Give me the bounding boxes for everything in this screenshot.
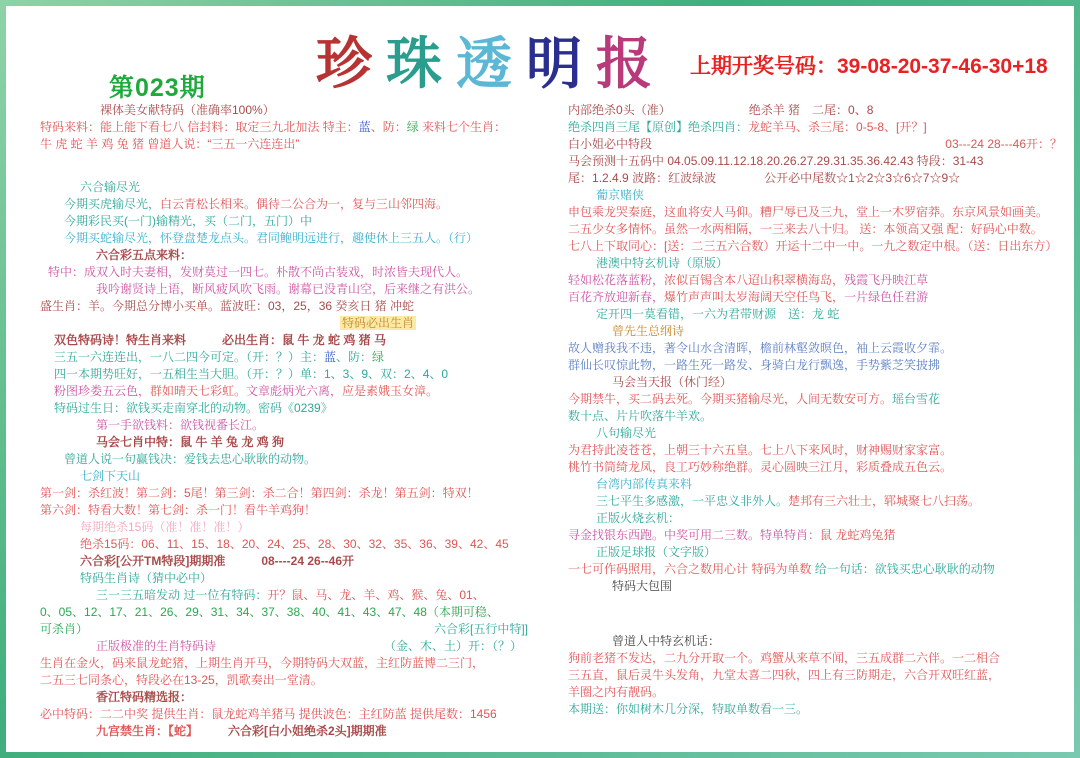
issue-number: 第023期 bbox=[109, 74, 206, 102]
text-line bbox=[568, 136, 1074, 153]
text-segment: 六合彩[五行中特]] bbox=[434, 622, 541, 636]
text-segment: 浓似百锡含本八迢山积翠横海岛， bbox=[664, 273, 845, 287]
text-line bbox=[40, 315, 540, 332]
text-line bbox=[40, 400, 540, 417]
text-line bbox=[40, 536, 540, 553]
text-segment: 本期送：你如树木几分深，特取单数看一三。 bbox=[568, 702, 809, 716]
text-line bbox=[568, 187, 1074, 204]
text-segment: 第六剑：特看大数！第七剑：杀一门！看牛羊鸡狗！ bbox=[40, 503, 317, 517]
text-segment: 绿 bbox=[372, 350, 385, 364]
text-segment: 裸体美女献特码（准确率100%） bbox=[100, 103, 275, 117]
text-segment: 蓝 bbox=[324, 350, 337, 364]
text-line bbox=[568, 510, 1074, 527]
text-line bbox=[40, 655, 540, 672]
report-body bbox=[6, 102, 1074, 752]
text-segment: 六合彩五点来料： bbox=[96, 248, 193, 262]
text-segment: 寻金找银东西跑。中奖可用二三数。特单特肖： bbox=[568, 528, 821, 542]
text-segment: 狗前老猪不发达，二九分开取一个。 bbox=[568, 651, 761, 665]
text-line bbox=[568, 493, 1074, 510]
text-segment: 台湾内部传真来料 bbox=[596, 477, 693, 491]
text-segment: 六合彩[白小姐绝杀2头]期期准 bbox=[192, 724, 387, 738]
text-segment: 群如晴天七彩虹。 bbox=[150, 384, 247, 398]
last-draw-numbers bbox=[690, 50, 1048, 80]
report-title bbox=[316, 20, 666, 100]
text-segment: 白小姐必中特段 bbox=[568, 137, 653, 151]
text-segment: 爆竹声声叫太岁海阔天空任鸟飞， bbox=[664, 290, 845, 304]
text-line bbox=[568, 476, 1074, 493]
text-segment: 第一剑：杀红波！第二剑：5尾！第三剑：杀二合！第四剑：杀龙！第五剑：特双！ bbox=[40, 486, 479, 500]
text-line bbox=[40, 451, 540, 468]
text-segment: 鸡蟹从来草不闻，三五成群二六伴。一二相合 bbox=[760, 651, 1001, 665]
text-segment: 特码必出生肖 bbox=[342, 316, 415, 330]
text-segment: 尾：1.2.4.9 波路：红波绿波 bbox=[568, 171, 717, 185]
text-line bbox=[568, 323, 1074, 340]
text-segment: 一片绿色任君游 bbox=[844, 290, 929, 304]
text-segment: 申包乘龙哭秦庭，这血将安人马仰。糟尸辱已及三九，堂上一木罗宿莽。东京风景如画美。 bbox=[568, 205, 1049, 219]
title-character: 珠 bbox=[386, 34, 456, 96]
text-segment: 三一三五暗发动 过一位有特码： bbox=[96, 588, 268, 602]
text-segment: 瑶台雪花 bbox=[892, 392, 941, 406]
text-line bbox=[568, 561, 1074, 578]
text-segment: 白云青松长相来。偶待二公合为一，复与三山邻四海。 bbox=[160, 197, 449, 211]
text-segment: 为君持此凌苍苍，上朝三十六五皇。七上八下来风时，财神赐财家家富。 bbox=[568, 443, 953, 457]
text-segment: 正版极准的生肖特码诗 bbox=[96, 639, 217, 653]
text-segment: 绝杀四肖三尾【原创】绝杀四肖： bbox=[568, 120, 749, 134]
text-segment: 曾先生总纲诗 bbox=[612, 324, 685, 338]
text-segment: 鼠 龙蛇鸡兔猪 bbox=[820, 528, 896, 542]
text-segment: 三五直，鼠后灵牛头发角，九堂太喜二四秋，四上有三防期走，六合开双旺红蓝， bbox=[568, 668, 1001, 682]
text-segment: 三五一六连连出，一八二四今可定。（开：？）主： bbox=[54, 350, 325, 364]
text-segment: 二五少女多情怀。虽然一水两相隔，一三来去八十归。 送：本领高又强 配：好码心中数。 bbox=[568, 222, 1043, 236]
text-line bbox=[568, 667, 1074, 684]
text-segment: 正版足球报（文字版） bbox=[596, 545, 717, 559]
text-line bbox=[40, 553, 540, 570]
text-segment: 应是素娥玉女漳。 bbox=[342, 384, 439, 398]
text-line bbox=[40, 587, 540, 604]
text-line bbox=[568, 544, 1074, 561]
text-line bbox=[40, 434, 540, 451]
text-segment: 给一句话： bbox=[814, 562, 875, 576]
text-line bbox=[40, 383, 540, 400]
text-line bbox=[40, 281, 540, 298]
text-segment: （金、木、土）开：（？） bbox=[384, 639, 541, 653]
text-segment: 龙蛇羊马、杀三尾：0-5-8、[开？] bbox=[748, 120, 927, 134]
text-line bbox=[568, 204, 1074, 221]
text-segment: 特码大包围 bbox=[612, 579, 673, 593]
text-line bbox=[40, 349, 540, 366]
text-segment: 曾道人说一句赢钱决：爱钱去忠心耿耿的动物。 bbox=[64, 452, 317, 466]
spacer bbox=[40, 153, 540, 179]
text-segment: 绝杀15码：06、11、15、18、20、24、25、28、30、32、35、36、39、42、45 bbox=[80, 537, 509, 551]
text-line bbox=[40, 119, 540, 136]
text-segment: 必中特码：二二中奖 提供生肖：鼠龙蛇鸡羊猪马 提供波色：主红防蓝 提供尾数：1456 bbox=[40, 707, 497, 721]
text-segment: 葡京赌侠 bbox=[596, 188, 645, 202]
text-segment: 七剑下天山 bbox=[80, 469, 141, 483]
text-segment: 08----24 26--46开 bbox=[225, 554, 355, 568]
text-segment: 港澳中特玄机诗（原版） bbox=[596, 256, 729, 270]
text-segment: 牛 虎 蛇 羊 鸡 兔 猪 曾道人说：“三五一六连连出” bbox=[40, 137, 300, 151]
text-segment: 我吟谢贤诗上语，断风疲风吹飞雨。谢幕已没青山空，后来继之有洪公。 bbox=[96, 282, 481, 296]
title-character: 明 bbox=[526, 34, 596, 96]
right-aligned-text bbox=[434, 621, 540, 638]
text-line bbox=[568, 221, 1074, 238]
text-line bbox=[568, 289, 1074, 306]
text-line bbox=[40, 706, 540, 723]
text-segment: 百花齐放迎新春， bbox=[568, 290, 665, 304]
text-segment: 群仙长叹惊此物，一路生死一路发、身骑白龙行飘逸，手势紫芝笑披拂 bbox=[568, 358, 941, 372]
text-line bbox=[40, 366, 540, 383]
title-character: 透 bbox=[456, 34, 526, 96]
text-line bbox=[40, 230, 540, 247]
text-line bbox=[568, 238, 1074, 255]
text-line bbox=[40, 604, 540, 621]
text-segment: 双色特码诗！特生肖来料 bbox=[54, 333, 187, 347]
text-segment: 开？鼠、马、龙、羊、鸡、猴、兔、01、 bbox=[267, 588, 485, 602]
text-line bbox=[568, 425, 1074, 442]
text-line bbox=[40, 689, 540, 706]
text-line bbox=[568, 684, 1074, 701]
text-line bbox=[568, 391, 1074, 408]
text-segment: 欲钱买忠心耿耿的动物 bbox=[874, 562, 995, 576]
text-segment: 三七平生多感激，一平忠义非外人。 bbox=[596, 494, 789, 508]
text-segment: 特码来料：能上能下看七八 信封料：取定三九北加法 特主： bbox=[40, 120, 359, 134]
text-segment: 内部绝杀0头（准） bbox=[568, 103, 665, 117]
text-line bbox=[40, 247, 540, 264]
text-line bbox=[40, 723, 540, 740]
text-segment: 轻如松花落蓝粉， bbox=[568, 273, 665, 287]
text-line bbox=[40, 264, 540, 281]
text-line bbox=[568, 170, 1074, 187]
text-segment: 一七可作码照用，六合之数用心计 特码为单数 bbox=[568, 562, 815, 576]
text-segment: 盛生肖：羊。今期总分博小买单。蓝波旺：03，25，36 癸亥日 猪 冲蛇 bbox=[40, 299, 415, 313]
spacer bbox=[568, 595, 1074, 633]
text-segment: 七八上下取同心：[送：二三五六合数）开运十二中一中。一九之数定中根。（送：日出东方） bbox=[568, 239, 1058, 253]
text-line bbox=[40, 102, 540, 119]
text-segment: 今期禁牛，买二码去死。今期买猪输尽光，人间无数安可方。 bbox=[568, 392, 893, 406]
last-draw-value: 39-08-20-37-46-30+18 bbox=[837, 55, 1048, 78]
text-line bbox=[40, 519, 540, 536]
text-segment: 六合彩[公开TM特段]期期准 bbox=[80, 554, 226, 568]
text-segment: 羊圈之内有靓码。 bbox=[568, 685, 665, 699]
text-segment: 03---24 28---46开：？ bbox=[945, 137, 1074, 151]
text-line bbox=[568, 650, 1074, 667]
text-line bbox=[568, 255, 1074, 272]
text-segment: 马会七肖中特：鼠 牛 羊 兔 龙 鸡 狗 bbox=[96, 435, 285, 449]
text-line bbox=[40, 621, 540, 638]
text-segment: 生肖在金火，码来鼠龙蛇猪，上期生肖开马，今期特码大双蓝，主红防蓝博二三门， bbox=[40, 656, 485, 670]
text-segment: 特码过生日：欲钱买走南穿北的动物。密码《0239》 bbox=[54, 401, 333, 415]
last-draw-label: 上期开奖号码： bbox=[690, 55, 837, 78]
text-segment: 公开必中尾数☆1☆2☆3☆6☆7☆9☆ bbox=[716, 171, 961, 185]
text-line bbox=[40, 417, 540, 434]
text-segment: 四一本期势旺好，一五相生当大胆。（开：？）单：1、3、9、双：2、4、0 bbox=[54, 367, 449, 381]
text-segment: 文章彪炳光六离， bbox=[246, 384, 343, 398]
right-aligned-text bbox=[384, 638, 540, 655]
text-segment: 香江特码精选报： bbox=[96, 690, 193, 704]
text-line bbox=[40, 332, 540, 349]
text-segment: 正版火烧玄机： bbox=[596, 511, 681, 525]
text-line bbox=[40, 570, 540, 587]
text-line bbox=[40, 298, 540, 315]
text-segment: 第一手欲钱料：欲钱视番长江。 bbox=[96, 418, 265, 432]
text-segment: 马会预测十五码中 04.05.09.11.12.18.20.26.27.29.31.35.36.42.43 特段：31-43 bbox=[568, 154, 984, 168]
text-line bbox=[40, 672, 540, 689]
text-line bbox=[40, 485, 540, 502]
text-segment: 二五三七同条心，特段必在13-25，凯歌奏出一堂清。 bbox=[40, 673, 323, 687]
text-line bbox=[568, 340, 1074, 357]
text-line bbox=[568, 633, 1074, 650]
report-page bbox=[6, 6, 1074, 752]
text-segment: 数十点、片片吹落牛羊欢。 bbox=[568, 409, 713, 423]
text-segment: 今期买虎输尽光， bbox=[64, 197, 161, 211]
left-column bbox=[6, 102, 540, 752]
text-segment: 故人赠我我不违，著令山水含清晖，檐前林壑敛暝色，袖上云霞收夕霏。 bbox=[568, 341, 953, 355]
text-segment: 定开四一莫看错，一六为君带财源 送：龙 蛇 bbox=[596, 307, 840, 321]
text-segment: 今期彩民买(一门)输精光，买（二门，五门）中 bbox=[64, 214, 312, 228]
text-segment: 粉图珍娄五云色， bbox=[54, 384, 151, 398]
text-line bbox=[568, 119, 1074, 136]
text-segment: 八句输尽光 bbox=[596, 426, 657, 440]
text-segment: 曾道人中特玄机话： bbox=[612, 634, 721, 648]
text-line bbox=[568, 153, 1074, 170]
text-segment: 蓝 bbox=[358, 120, 371, 134]
title-character: 珍 bbox=[316, 34, 386, 96]
title-character: 报 bbox=[596, 34, 666, 96]
text-segment: 每期绝杀15码（准！准！准！） bbox=[80, 520, 250, 534]
text-line bbox=[568, 578, 1074, 595]
text-line bbox=[568, 442, 1074, 459]
text-segment: 桃竹书筒绮龙凤，良工巧妙称绝群。灵心圆映三江月，彩质叠成五色云。 bbox=[568, 460, 953, 474]
text-line bbox=[40, 638, 540, 655]
text-segment: 今期买蛇输尽光，怀登盘楚龙点头。君同鲍明远进行，趣使休上三五人。（行） bbox=[64, 231, 479, 245]
text-line bbox=[568, 306, 1074, 323]
text-line bbox=[568, 102, 1074, 119]
text-segment: 可杀肖） bbox=[40, 622, 89, 636]
text-line bbox=[568, 408, 1074, 425]
text-segment: 、防： bbox=[370, 120, 407, 134]
text-segment: 、防： bbox=[336, 350, 373, 364]
text-line bbox=[40, 213, 540, 230]
text-line bbox=[568, 527, 1074, 544]
text-segment: 残霞飞丹映江草 bbox=[844, 273, 929, 287]
text-segment: 绿 bbox=[406, 120, 419, 134]
text-segment: 来料七个生肖： bbox=[418, 120, 507, 134]
text-segment: 0、05、12、17、21、26、29、31、34、37、38、40、41、43、47、48（本期可稳、 bbox=[40, 605, 499, 619]
text-line bbox=[40, 136, 540, 153]
text-line bbox=[568, 272, 1074, 289]
report-header bbox=[6, 6, 1074, 102]
text-segment: 马会当天报（休门经） bbox=[612, 375, 733, 389]
text-line bbox=[40, 468, 540, 485]
right-aligned-text bbox=[945, 136, 1074, 153]
text-segment: 绝杀羊 猪 二尾：0、8 bbox=[664, 103, 874, 117]
text-segment: 楚邦有三六壮士，郓城聚七八扫荡。 bbox=[788, 494, 981, 508]
text-line bbox=[40, 196, 540, 213]
right-column bbox=[540, 102, 1074, 752]
text-line bbox=[40, 179, 540, 196]
text-line bbox=[40, 502, 540, 519]
text-segment: 特中：成双入时夫妻相，发财莫过一四七。朴散不尚古装戏，时浓皆夫现代人。 bbox=[48, 265, 469, 279]
text-segment: 九宫禁生肖：【蛇】 bbox=[96, 724, 193, 738]
text-line bbox=[568, 459, 1074, 476]
text-line bbox=[568, 374, 1074, 391]
text-segment: 特码生肖诗（猜中必中） bbox=[80, 571, 213, 585]
text-segment: 必出生肖：鼠 牛 龙 蛇 鸡 猪 马 bbox=[186, 333, 387, 347]
text-line bbox=[568, 701, 1074, 718]
text-line bbox=[568, 357, 1074, 374]
text-segment: 六合输尽光 bbox=[80, 180, 141, 194]
